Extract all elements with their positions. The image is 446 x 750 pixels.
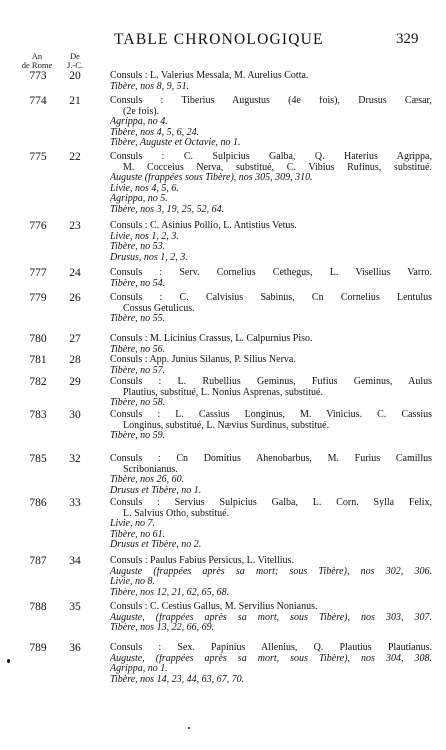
- year-ad: 34: [69, 555, 81, 567]
- entry-line: Auguste, (frappées après sa mort, sous Tibère), nos 303, 307.: [110, 612, 432, 623]
- year-of-rome: 783: [29, 409, 47, 421]
- column-header-an-de-rome: [18, 52, 56, 70]
- entry-line: Scribonianus.: [123, 464, 178, 475]
- entry-line: Plautius, substitué, L. Nonius Asprenas, substitué.: [123, 387, 323, 398]
- entry-line: Tibère, nos 14, 23, 44, 63, 67, 70.: [110, 674, 245, 685]
- consuls-line: Consuls : Serv. Cornelius Cethegus, L. Visellius Varro.: [110, 268, 432, 278]
- entry-line: Tibère, no 53.: [110, 242, 166, 253]
- consuls-line: Consuls : L. Valerius Messala, M. Aurelius Cotta.: [110, 71, 309, 81]
- entry-line: Livie, no 8.: [110, 577, 155, 588]
- year-of-rome: 786: [29, 497, 47, 509]
- entry-line: Tibère, no 56.: [110, 344, 166, 355]
- entry-line: L. Salvius Otho, substitué.: [123, 508, 230, 519]
- entry-lines: [110, 498, 432, 551]
- entry-line: Agrippa, no 4.: [110, 117, 168, 128]
- consuls-line: Consuls : L. Rubellius Geminus, Fufius Geminus, Aulus: [110, 377, 432, 387]
- entry-line: Drusus et Tibère, no 2.: [110, 540, 202, 551]
- entry-line: Tibère, nos 13, 22, 66, 69.: [110, 623, 215, 634]
- consuls-line: Consuls : C. Calvisius Sabinus, Cn Cornelius Lentulus: [110, 293, 432, 303]
- column-header-de-rome: de Rome: [21, 60, 53, 70]
- entry-line: Tibère, nos 3, 19, 25, 52, 64.: [110, 204, 225, 215]
- consuls-line: Consuls : C. Cestius Gallus, M. Servilius Nonianus.: [110, 602, 318, 612]
- entry-line: Tibère, nos 12, 21, 62, 65, 68.: [110, 587, 230, 598]
- entry-line: Livie, no 7.: [110, 519, 155, 530]
- entry-line: Tibère, no 57.: [110, 365, 166, 376]
- entry-line: Tibère, no 61.: [110, 529, 166, 540]
- consuls-line: Consuls : L. Cassius Longinus, M. Vinicius. C. Cassius: [110, 410, 432, 420]
- entry-line: Agrippa, no 1.: [110, 664, 168, 675]
- year-ad: 22: [69, 151, 81, 163]
- consuls-line: Consuls : C. Asinius Pollio, L. Antistius Vetus.: [110, 221, 297, 231]
- year-ad: 35: [69, 601, 81, 613]
- entry-lines: [110, 410, 432, 442]
- column-header-jc: J.-C.: [66, 60, 84, 70]
- year-ad: 23: [69, 220, 81, 232]
- year-ad: 33: [69, 497, 81, 509]
- year-of-rome: 785: [29, 453, 47, 465]
- margin-dot: [7, 659, 10, 663]
- entry-line: Tibère, Auguste et Octavie, no 1.: [110, 138, 241, 149]
- year-of-rome: 781: [29, 354, 47, 366]
- column-header-an: An: [31, 51, 43, 61]
- entry-lines: [110, 377, 432, 409]
- year-ad: 26: [69, 292, 81, 304]
- year-ad: 29: [69, 376, 81, 388]
- entry-lines: [110, 293, 432, 325]
- entry-line: Agrippa, no 5.: [110, 194, 168, 205]
- year-ad: 20: [69, 70, 81, 82]
- year-ad: 30: [69, 409, 81, 421]
- year-ad: 32: [69, 453, 81, 465]
- year-of-rome: 777: [29, 267, 47, 279]
- year-ad: 28: [69, 354, 81, 366]
- entry-line: Drusus et Tibère, no 1.: [110, 485, 202, 496]
- year-ad: 27: [69, 333, 81, 345]
- page-number: 329: [396, 31, 419, 47]
- entry-line: Livie, nos 1, 2, 3.: [110, 231, 179, 242]
- entry-line: Drusus, nos 1, 2, 3.: [110, 252, 188, 263]
- entry-line: Longinus, substitué, L. Nævius Surdinus, substitué.: [123, 420, 330, 431]
- year-of-rome: 789: [29, 642, 47, 654]
- column-header-de-jc: [60, 52, 90, 70]
- entry-line: Livie, nos 4, 5, 6.: [110, 183, 179, 194]
- consuls-line: Consuls : Tiberius Augustus (4e fois), Drusus Cæsar,: [110, 96, 432, 106]
- entry-line: Tibère, nos 4, 5, 6, 24.: [110, 127, 200, 138]
- year-ad: 36: [69, 642, 81, 654]
- entry-line: (2e fois).: [123, 106, 160, 117]
- entry-lines: [110, 152, 432, 216]
- bottom-dot: [188, 727, 190, 729]
- year-of-rome: 779: [29, 292, 47, 304]
- entry-line: Tibère, nos 8, 9, 51.: [110, 81, 190, 92]
- consuls-line: Consuls : Sex. Papinius Allenius, Q. Plautius Plautianus.: [110, 643, 432, 653]
- entry-line: Tibère, no 55.: [110, 314, 166, 325]
- page-title: TABLE CHRONOLOGIQUE: [114, 31, 324, 48]
- entry-lines: [110, 602, 432, 634]
- entry-lines: [110, 268, 432, 289]
- entry-lines: [110, 454, 432, 496]
- year-of-rome: 775: [29, 151, 47, 163]
- entry-lines: [110, 556, 432, 598]
- entry-line: Tibère, no 54.: [110, 278, 166, 289]
- consuls-line: Consuls : Paulus Fabius Persicus, L. Vitellius.: [110, 556, 294, 566]
- consuls-line: Consuls : M. Licinius Crassus, L. Calpurnius Piso.: [110, 334, 313, 344]
- entry-line: Auguste (frappées sous Tibère), nos 305, 309, 310.: [110, 173, 313, 184]
- year-of-rome: 780: [29, 333, 47, 345]
- year-of-rome: 782: [29, 376, 47, 388]
- column-header-de: De: [70, 51, 80, 61]
- entry-lines: [110, 221, 432, 263]
- year-of-rome: 773: [29, 70, 47, 82]
- year-of-rome: 776: [29, 220, 47, 232]
- entry-line: M. Cocceius Nerva, substitué, C. Vibius Rufinus, substitué.: [123, 162, 432, 173]
- year-of-rome: 787: [29, 555, 47, 567]
- consuls-line: Consuls : Cn Domitius Ahenobarbus, M. Furius Camillus: [110, 454, 432, 464]
- entry-line: Cossus Getulicus.: [123, 303, 195, 314]
- consuls-line: Consuls : C. Sulpicius Galba, Q. Haterius Agrippa,: [110, 152, 432, 162]
- entry-lines: [110, 71, 432, 92]
- entry-lines: [110, 96, 432, 149]
- entry-line: Auguste, (frappées après sa mort, sous Tibère), nos 304, 308.: [110, 653, 432, 664]
- year-of-rome: 774: [29, 95, 47, 107]
- entry-line: Auguste (frappées après sa mort; sous Tibère), nos 302, 306.: [110, 566, 432, 577]
- consuls-line: Consuls : App. Junius Silanus, P. Silius Nerva.: [110, 355, 296, 365]
- entry-lines: [110, 355, 432, 376]
- year-of-rome: 788: [29, 601, 47, 613]
- entry-line: Tibère, nos 26, 60.: [110, 475, 185, 486]
- consuls-line: Consuls : Servius Sulpicius Galba, L. Corn. Sylla Felix,: [110, 498, 432, 508]
- entry-line: Tibère, no 59.: [110, 431, 166, 442]
- year-ad: 24: [69, 267, 81, 279]
- entry-line: Tibère, no 58.: [110, 398, 166, 409]
- entry-lines: [110, 643, 432, 685]
- year-ad: 21: [69, 95, 81, 107]
- entry-lines: [110, 334, 432, 355]
